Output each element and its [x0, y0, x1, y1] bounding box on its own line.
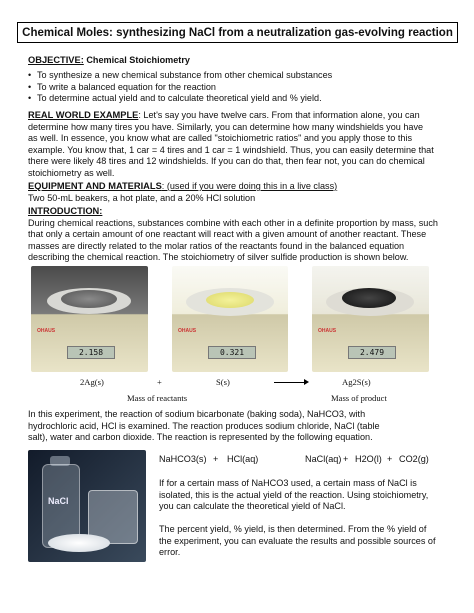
- reactant-s: S(s): [216, 377, 230, 387]
- reaction-arrow: [274, 382, 307, 383]
- introduction-line: describing the chemical reaction. The stoichiometry of silver sulfide production is shown below.: [28, 252, 409, 263]
- objective-heading-rest: Chemical Stoichiometry: [83, 55, 190, 65]
- introduction-line: masses are directly related to the molar ratios of the reactants found in the balanced equation: [28, 240, 405, 251]
- objective-heading-label: OBJECTIVE:: [28, 55, 84, 65]
- introduction-line: During chemical reactions, substances combine with each other in a definite proportion by mass, such: [28, 217, 438, 228]
- introduction-line: that only a certain amount of one reactant will react with a given amount of another reactant. These: [28, 229, 427, 240]
- introduction-heading: INTRODUCTION:: [28, 206, 103, 216]
- equipment-note: : (used if you were doing this in a live class): [161, 181, 338, 191]
- salt-pile: [48, 534, 110, 552]
- plus-sign: +: [157, 377, 162, 387]
- eq-nahco3: NaHCO3(s): [159, 454, 207, 464]
- objective-item: • To determine actual yield and to calculate theoretical yield and % yield.: [28, 93, 332, 105]
- scale-readout: 2.479: [348, 346, 396, 359]
- eq-plus: +: [387, 454, 393, 464]
- product-ag2s: Ag2S(s): [342, 377, 371, 387]
- eq-nacl: NaCl(aq): [305, 454, 342, 464]
- arrow-head-icon: [304, 379, 309, 385]
- scale-photo-sulfur: [172, 266, 288, 372]
- equipment-list: Two 50-mL beakers, a hot plate, and a 20% HCl solution: [28, 192, 256, 203]
- real-world-line: stoichiometry as well.: [28, 167, 115, 178]
- eq-co2: CO2(g): [399, 454, 429, 464]
- reactant-ag: 2Ag(s): [80, 377, 104, 387]
- scale-readout: 0.321: [208, 346, 256, 359]
- yield-line: you can calculate the theoretical yield of NaCl.: [159, 501, 346, 512]
- real-world-line: : Let's say you have twelve cars. From that information alone, you can: [138, 110, 420, 120]
- experiment-line: In this experiment, the reaction of sodium bicarbonate (baking soda), NaHCO3, with: [28, 409, 366, 419]
- real-world-heading: REAL WORLD EXAMPLE: [28, 110, 139, 120]
- bottle-label: NaCl: [48, 496, 69, 506]
- objective-item: • To write a balanced equation for the reaction: [28, 82, 332, 94]
- label-reactants: Mass of reactants: [127, 393, 188, 403]
- page-title: [17, 22, 458, 43]
- eq-plus: +: [213, 454, 219, 464]
- silver-powder: [61, 290, 117, 308]
- reaction-equation: [159, 454, 459, 468]
- scale-brand: OHAUS: [37, 328, 56, 334]
- introduction-section: [28, 206, 458, 264]
- objective-list: [28, 70, 332, 105]
- eq-h2o: H2O(l): [355, 454, 382, 464]
- objective-item: • To synthesize a new chemical substance from other chemical substances: [28, 70, 332, 82]
- eq-hcl: HCl(aq): [227, 454, 259, 464]
- scale-readout: 2.158: [67, 346, 115, 359]
- objective-heading: [28, 55, 190, 67]
- percent-yield-paragraph: [159, 524, 459, 559]
- label-product: Mass of product: [331, 393, 387, 403]
- experiment-line: salt), water and carbon dioxide. The reaction is represented by the following equation.: [28, 432, 373, 443]
- scale-photo-product: [312, 266, 429, 372]
- experiment-paragraph: [28, 409, 448, 444]
- page-title-text: Chemical Moles: synthesizing NaCl from a neutralization gas-evolving reaction: [22, 26, 453, 39]
- scale-brand: OHAUS: [178, 328, 197, 334]
- real-world-section: [28, 110, 458, 180]
- real-world-line: there were likely 48 tires and 12 windshields. If you can do that, then fear not, you can do chemical: [28, 156, 425, 167]
- sulfur-powder: [206, 292, 254, 308]
- equipment-heading: EQUIPMENT AND MATERIALS: [28, 181, 162, 191]
- equipment-section: [28, 181, 337, 204]
- yield-paragraph: [159, 478, 459, 513]
- percent-line: The percent yield, % yield, is then determined. From the % yield of: [159, 524, 427, 534]
- yield-line: isolated, this is the actual yield of the reaction. Using stoichiometry,: [159, 489, 429, 500]
- scale-brand: OHAUS: [318, 328, 337, 334]
- bottle-stopper: [50, 456, 70, 466]
- percent-line: error.: [159, 547, 181, 558]
- percent-line: the experiment, you can evaluate the results and possible sources of: [159, 535, 436, 546]
- silver-sulfide-solid: [342, 288, 396, 308]
- eq-plus: +: [343, 454, 349, 464]
- experiment-line: hydrochloric acid, HCl is examined. The reaction produces sodium chloride, NaCl (table: [28, 420, 380, 431]
- real-world-line: as well. In essence, you know what are called "stoichiometric ratios" and you apply those to this: [28, 133, 413, 144]
- yield-line: If for a certain mass of NaHCO3 used, a certain mass of NaCl is: [159, 478, 417, 488]
- scale-photo-silver: [31, 266, 148, 372]
- real-world-line: example. You know that, 1 car = 4 tires and 1 car = 1 windshield. Thus, you can easily determine that: [28, 144, 434, 155]
- nacl-bottle-photo: [28, 450, 146, 562]
- real-world-line: determine how many tires you have. Similarly, you can determine how many windshields you have: [28, 121, 424, 132]
